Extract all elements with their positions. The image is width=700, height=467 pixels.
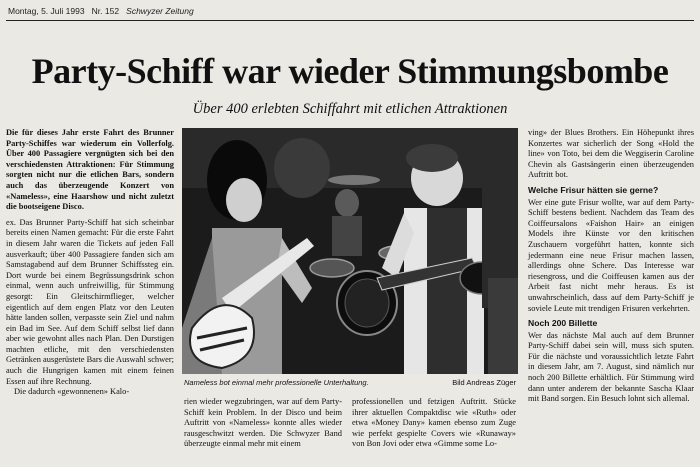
body-paragraph-tail: Die dadurch «gewonnenen» Kalo- bbox=[14, 387, 130, 397]
column-3 bbox=[528, 128, 694, 405]
newspaper-name: Schwyzer Zeitung bbox=[126, 6, 194, 16]
body-paragraph-2a: rien wieder wegzubringen, war auf dem Party-Schiff kein Problem. In der Disco und beim Auftritt von «Nameless» konnte alles wieder rausgeschwitzt werden. Die Schwyzer Band überzeugte einmal mehr mit einem bbox=[184, 397, 342, 449]
body-paragraph-3-bottom: Wer das nächste Mal auch auf dem Brunner Party-Schiff dabei sein will, muss sich sputen. Für die nächste und voraussichtlich letzte Fahrt in diesem Jahr, am 7. August, sind nämlich nur noch 200 Billette erhältlich. Für Stimmung wird dann unter anderem der bekannte Sascha Klaar mit Band sorgen. Ein Besuch lohnt sich allemal. bbox=[528, 330, 694, 404]
header-rule bbox=[6, 20, 694, 21]
body-paragraph: ex. Das Brunner Party-Schiff hat sich scheinbar bereits einen Namen gemacht: Für die erste Fahrt in diesem Jahr waren die Tickets auf jeden Fall ausverkauft; über 400 Passagiere fanden sich am Samstagabend auf dem Brunner Schiffssteg ein. Dort wurde bei einem Begrüssungsdrink schon einmal, wenn auch unfreiwillig, für Stimmung gesorgt: Ein Gleitschirmflieger, welcher eigentlich auf dem engen Platz vor den Leuten hätte landen sollen, verpasste sein Ziel und nahm ein Bad im See. Auf dem Schiff selbst lief dann aber wie gewohnt alles nach Plan. Den Durstigen machten etliche, mit den verschiedensten Getränken ausgerüstete Bars die Auswahl schwer; auch die Hungrigen kamen mit einem feinen Essen auf ihre Rechnung. bbox=[6, 217, 174, 386]
page-header bbox=[8, 6, 194, 16]
body-paragraph-2b: professionellen und fetzigen Auftritt. Stücke ihrer aktuellen Compaktdisc wie «Ruth» oder etwa «Money Dany» kamen ebenso zum Zuge wie perfekt gespielte Covers wie «Runaway» von Bon Jovi oder etwa «Gimme some Lo- bbox=[352, 397, 516, 449]
subheadline: Über 400 erlebten Schiffahrt mit etlichen Attraktionen bbox=[192, 101, 508, 117]
band-photo bbox=[182, 128, 518, 374]
photo-credit: Bild Andreas Züger bbox=[452, 378, 516, 387]
headline: Party-Schiff war wieder Stimmungsbombe bbox=[31, 51, 669, 91]
issue-date: Montag, 5. Juli 1993 bbox=[8, 6, 85, 16]
section-heading-billette: Noch 200 Billette bbox=[528, 318, 598, 329]
section-heading-frisur: Welche Frisur hätten sie gerne? bbox=[528, 184, 659, 195]
column-2b bbox=[352, 397, 516, 450]
column-2a bbox=[184, 397, 342, 450]
body-paragraph-3-top: ving» der Blues Brothers. Ein Höhepunkt ihres Konzertes war sicherlich der Song «Hold the line» von Toto, bei dem die Weggiserin Caroline Chevin als Gastsängerin einen überzeugenden Auftritt bot. bbox=[528, 128, 694, 180]
issue-number: Nr. 152 bbox=[91, 6, 120, 16]
photo-caption: Nameless bot einmal mehr professionelle Unterhaltung. bbox=[184, 378, 369, 387]
lead-paragraph: Die für dieses Jahr erste Fahrt des Brunner Party-Schiffes war wiederum ein Vollerfolg. Über 400 Passagiere vergnügten sich bei den verschiedensten Attraktionen: Für Stimmung sorgten nicht nur die etlichen Bars, sondern auch das überzeugende Konzert von «Nameless», eine Haarshow und nicht zuletzt die bootseigene Disco. bbox=[6, 128, 174, 212]
photo-caption-row bbox=[184, 378, 516, 387]
column-1 bbox=[6, 128, 174, 398]
body-paragraph-3-mid: Wer eine gute Frisur wollte, war auf dem Party-Schiff bestens bedient. Nachdem das Team des Coiffeursalons «Faishon Hair» an einigen Models ihre Künste vor den kritischen Zuschauern vorgeführt hatten, konnte sich jedermann eine neue Frisur machen lassen, allerdings ohne Schere. Das Interesse war riesengross, und die Coiffeusen kamen aus der Arbeit fast nicht mehr heraus. Es ist unwahrscheinlich, dass auf dem Party-Schiff je soviele Leute mit trendigen Frisuren verkehrten. bbox=[528, 197, 694, 313]
